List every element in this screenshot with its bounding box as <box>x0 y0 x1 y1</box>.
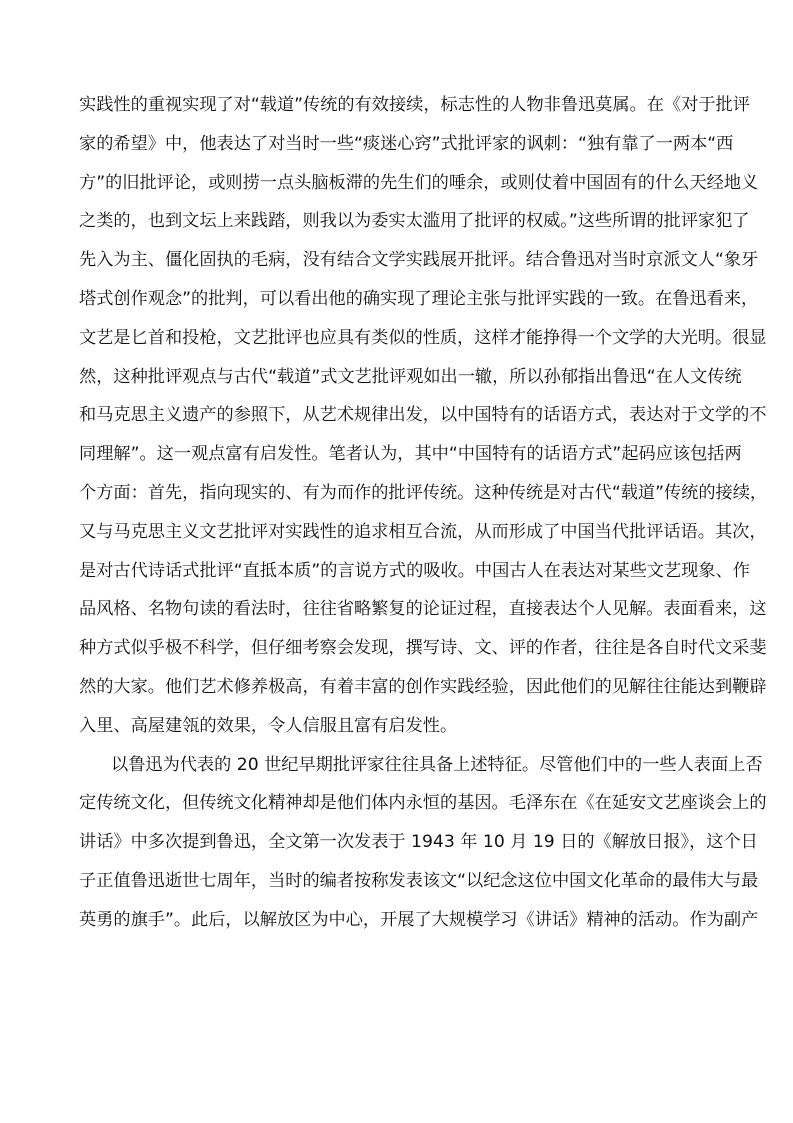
text-line: 品风格、名物句读的看法时，往往省略繁复的论证过程，直接表达个人见解。表面看来，这 <box>79 599 767 620</box>
text-line: 是对古代诗话式批评“直抵本质”的言说方式的吸收。中国古人在表达对某些文艺现象、作 <box>79 560 750 581</box>
text-line: 又与马克思主义文艺批评对实践性的追求相互合流，从而形成了中国当代批评话语。其次， <box>79 521 767 542</box>
text-line: 同理解”。这一观点富有启发性。笔者认为，其中“中国特有的话语方式”起码应该包括两 <box>79 444 742 465</box>
body-text <box>79 86 768 940</box>
text-line: 入里、高屋建瓴的效果，令人信服且富有启发性。 <box>79 715 458 736</box>
text-line: 英勇的旗手”。此后，以解放区为中心，开展了大规模学习《讲话》精神的活动。作为副产 <box>79 909 759 930</box>
text-line: 家的希望》中，他表达了对当时一些“痰迷心窍”式批评家的讽刺：“独有靠了一两本“西 <box>79 133 734 154</box>
text-line: 和马克思主义遗产的参照下，从艺术规律出发，以中国特有的话语方式，表达对于文学的不 <box>79 405 767 426</box>
text-line: 先入为主、僵化固执的毛病，没有结合文学实践展开批评。结合鲁迅对当时京派文人“象牙 <box>79 250 759 271</box>
text-line: 实践性的重视实现了对“载道”传统的有效接续，标志性的人物非鲁迅莫属。在《对于批评 <box>79 95 750 115</box>
text-line: 塔式创作观念”的批判，可以看出他的确实现了理论主张与批评实践的一致。在鲁迅看来， <box>79 288 759 309</box>
text-line: 子正值鲁迅逝世七周年，当时的编者按称发表该文“以纪念这位中国文化革命的最伟大与最 <box>79 870 759 891</box>
text-line: 之类的，也到文坛上来践踏，则我以为委实太滥用了批评的权威。”这些所谓的批评家犯了 <box>79 211 750 232</box>
text-line: 文艺是匕首和投枪，文艺批评也应具有类似的性质，这样才能挣得一个文学的大光明。很显 <box>79 327 767 348</box>
text-line: 定传统文化，但传统文化精神却是他们体内永恒的基因。毛泽东在《在延安文艺座谈会上的 <box>79 793 767 814</box>
text-line: 讲话》中多次提到鲁迅，全文第一次发表于 1943 年 10 月 19 日的《解放日报》，这个日 <box>79 832 758 853</box>
text-line: 然，这种批评观点与古代“载道”式文艺批评观如出一辙，所以孙郁指出鲁迅“在人文传统 <box>79 366 742 387</box>
text-line: 然的大家。他们艺术修养极高，有着丰富的创作实践经验，因此他们的见解往往能达到鞭辟 <box>79 676 767 697</box>
paragraph-early-20th-century-critics <box>79 746 767 940</box>
text-line: 以鲁迅为代表的 20 世纪早期批评家往往具备上述特征。尽管他们中的一些人表面上否 <box>111 754 763 775</box>
paragraph-lu-xun-criticism <box>79 86 768 746</box>
text-line: 个方面：首先，指向现实的、有为而作的批评传统。这种传统是对古代“载道”传统的接续， <box>79 482 768 503</box>
text-line: 种方式似乎极不科学，但仔细考察会发现，撰写诗、文、评的作者，往往是各自时代文采斐 <box>79 638 767 659</box>
text-line: 方”的旧批评论，或则捞一点头脑板滞的先生们的唾余，或则仗着中国固有的什么天经地义 <box>79 172 759 193</box>
